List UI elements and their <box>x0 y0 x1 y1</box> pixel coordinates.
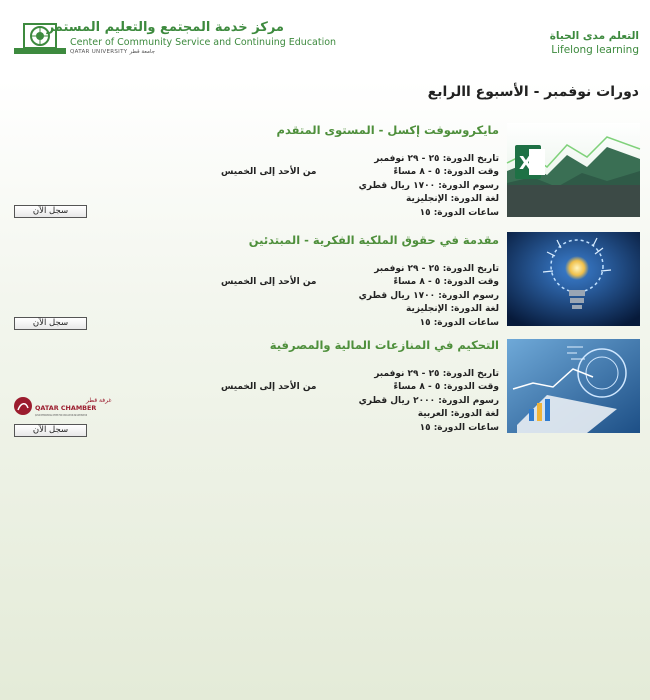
page-title: دورات نوفمبر - الأسبوع االرابع <box>427 84 639 100</box>
course-fee: رسوم الدورة: ١٧٠٠ ريال قطري <box>358 290 499 301</box>
partner-name-en: QATAR CHAMBER <box>35 404 97 412</box>
course-language: لغة الدورة: الإنجليزية <box>406 194 499 205</box>
course-date: تاريخ الدورة: ٢٥ - ٢٩ نوفمبر <box>374 154 499 164</box>
org-name-ar: مركز خدمة المجتمع والتعليم المستمر <box>46 20 284 35</box>
course-date: تاريخ الدورة: ٢٥ - ٢٩ نوفمبر <box>374 264 499 274</box>
course-fee: رسوم الدورة: ٢٠٠٠ ريال قطري <box>358 395 499 406</box>
partner-name-ar: غرفة قطر <box>86 397 112 404</box>
course-language: لغة الدورة: العربية <box>417 409 499 420</box>
partner-center: QATAR INTERNATIONAL CENTER FOR CONCILIATION AND ARBITRATION <box>35 414 88 417</box>
org-name-en: Center of Community Service and Continuing Education <box>70 37 337 48</box>
ccsce-logo <box>14 20 337 60</box>
course-hours: ساعات الدورة: ١٥ <box>419 317 499 328</box>
course-hours: ساعات الدورة: ١٥ <box>419 422 499 433</box>
qatar-chamber-logo <box>14 395 112 419</box>
course-details <box>349 153 499 220</box>
course-details <box>349 263 499 330</box>
course-days: من الأحد إلى الخميس <box>221 382 317 392</box>
finance-chart-icon[interactable] <box>507 339 640 433</box>
register-button[interactable]: سجل الآن <box>14 205 87 218</box>
course-details <box>349 368 499 435</box>
excel-chart-icon[interactable] <box>507 123 640 217</box>
register-button[interactable]: سجل الآن <box>14 424 87 437</box>
course-title[interactable]: مايكروسوفت إكسل - المستوى المتقدم <box>276 123 499 137</box>
tagline-en: Lifelong learning <box>551 44 639 56</box>
course-fee: رسوم الدورة: ١٧٠٠ ريال قطري <box>358 180 499 191</box>
course-hours: ساعات الدورة: ١٥ <box>419 207 499 218</box>
course-language: لغة الدورة: الإنجليزية <box>406 304 499 315</box>
lifelong-learning-logo <box>539 30 639 56</box>
svg-text:X: X <box>519 153 533 174</box>
course-days: من الأحد إلى الخميس <box>221 277 317 287</box>
university-name: QATAR UNIVERSITY جامعة قطر <box>70 49 155 55</box>
course-title[interactable]: مقدمة في حقوق الملكية الفكرية - المبتدئين <box>248 233 499 247</box>
course-time: وقت الدورة: ٥ - ٨ مساءً <box>393 277 499 288</box>
tagline-ar: التعلم مدى الحياة <box>549 30 639 42</box>
lightbulb-icon[interactable] <box>507 232 640 326</box>
course-time: وقت الدورة: ٥ - ٨ مساءً <box>393 167 499 178</box>
register-button[interactable]: سجل الآن <box>14 317 87 330</box>
course-time: وقت الدورة: ٥ - ٨ مساءً <box>393 382 499 393</box>
course-days: من الأحد إلى الخميس <box>221 167 317 177</box>
course-title[interactable]: التحكيم في المنازعات المالية والمصرفية <box>269 338 499 352</box>
course-date: تاريخ الدورة: ٢٥ - ٢٩ نوفمبر <box>374 369 499 379</box>
